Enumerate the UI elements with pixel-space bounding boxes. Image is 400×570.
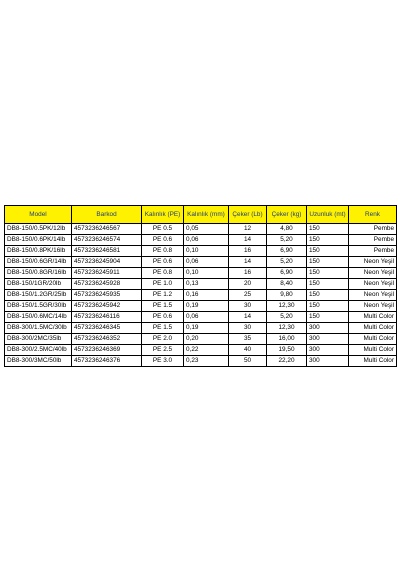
cell-kalinlik-mm: 0,16 bbox=[184, 290, 229, 301]
cell-kalinlik-mm: 0,05 bbox=[184, 224, 229, 235]
cell-kalinlik-mm: 0,19 bbox=[184, 301, 229, 312]
cell-kalinlik-mm: 0,20 bbox=[184, 334, 229, 345]
table-row bbox=[5, 246, 397, 257]
cell-kalinlik-pe: PE 3.0 bbox=[142, 356, 184, 367]
cell-barkod: 4573236246574 bbox=[72, 235, 142, 246]
cell-barkod: 4573236246369 bbox=[72, 345, 142, 356]
cell-kalinlik-pe: PE 0.6 bbox=[142, 312, 184, 323]
cell-barkod: 4573236246352 bbox=[72, 334, 142, 345]
cell-renk: Multi Color bbox=[349, 345, 397, 356]
cell-uzunluk: 150 bbox=[307, 301, 349, 312]
cell-renk: Multi Color bbox=[349, 323, 397, 334]
cell-ceker-kg: 8,40 bbox=[267, 279, 307, 290]
cell-barkod: 4573236245904 bbox=[72, 257, 142, 268]
cell-ceker-lb: 40 bbox=[229, 345, 267, 356]
product-spec-table bbox=[4, 205, 397, 367]
header-renk: Renk bbox=[349, 206, 397, 224]
cell-kalinlik-mm: 0,06 bbox=[184, 257, 229, 268]
cell-barkod: 4573236246376 bbox=[72, 356, 142, 367]
cell-barkod: 4573236246581 bbox=[72, 246, 142, 257]
cell-renk: Neon Yeşil bbox=[349, 257, 397, 268]
table-row bbox=[5, 279, 397, 290]
cell-ceker-kg: 12,30 bbox=[267, 323, 307, 334]
cell-model: DB8-150/0.8GR/16lb bbox=[5, 268, 72, 279]
cell-uzunluk: 150 bbox=[307, 268, 349, 279]
cell-kalinlik-pe: PE 0.8 bbox=[142, 246, 184, 257]
table-row bbox=[5, 312, 397, 323]
cell-uzunluk: 150 bbox=[307, 290, 349, 301]
cell-uzunluk: 300 bbox=[307, 323, 349, 334]
cell-kalinlik-mm: 0,06 bbox=[184, 312, 229, 323]
cell-kalinlik-pe: PE 0.5 bbox=[142, 224, 184, 235]
cell-kalinlik-pe: PE 1.2 bbox=[142, 290, 184, 301]
cell-ceker-kg: 5,20 bbox=[267, 257, 307, 268]
cell-barkod: 4573236245942 bbox=[72, 301, 142, 312]
cell-ceker-lb: 14 bbox=[229, 235, 267, 246]
cell-kalinlik-pe: PE 1.5 bbox=[142, 301, 184, 312]
table-body bbox=[5, 224, 397, 367]
cell-uzunluk: 300 bbox=[307, 334, 349, 345]
table-row bbox=[5, 334, 397, 345]
cell-uzunluk: 150 bbox=[307, 312, 349, 323]
table-row bbox=[5, 323, 397, 334]
cell-model: DB8-300/2.5MC/40lb bbox=[5, 345, 72, 356]
cell-barkod: 4573236246116 bbox=[72, 312, 142, 323]
cell-ceker-lb: 16 bbox=[229, 268, 267, 279]
table-row bbox=[5, 235, 397, 246]
cell-model: DB8-150/1.2GR/25lb bbox=[5, 290, 72, 301]
cell-kalinlik-pe: PE 2.5 bbox=[142, 345, 184, 356]
cell-ceker-kg: 5,20 bbox=[267, 312, 307, 323]
table-row bbox=[5, 301, 397, 312]
header-kalinlik-mm: Kalınlık (mm) bbox=[184, 206, 229, 224]
cell-barkod: 4573236245911 bbox=[72, 268, 142, 279]
cell-kalinlik-mm: 0,13 bbox=[184, 279, 229, 290]
cell-ceker-lb: 16 bbox=[229, 246, 267, 257]
cell-kalinlik-mm: 0,22 bbox=[184, 345, 229, 356]
cell-ceker-kg: 5,20 bbox=[267, 235, 307, 246]
cell-renk: Neon Yeşil bbox=[349, 301, 397, 312]
cell-kalinlik-pe: PE 0.6 bbox=[142, 235, 184, 246]
cell-ceker-lb: 30 bbox=[229, 301, 267, 312]
cell-kalinlik-pe: PE 2.0 bbox=[142, 334, 184, 345]
cell-ceker-lb: 30 bbox=[229, 323, 267, 334]
cell-kalinlik-mm: 0,10 bbox=[184, 246, 229, 257]
cell-barkod: 4573236245935 bbox=[72, 290, 142, 301]
cell-model: DB8-150/1.5GR/30lb bbox=[5, 301, 72, 312]
header-ceker-lb: Çeker (Lb) bbox=[229, 206, 267, 224]
table-row bbox=[5, 268, 397, 279]
cell-barkod: 4573236245928 bbox=[72, 279, 142, 290]
header-kalinlik-pe: Kalınlık (PE) bbox=[142, 206, 184, 224]
cell-model: DB8-300/1.5MC/30lb bbox=[5, 323, 72, 334]
cell-uzunluk: 300 bbox=[307, 345, 349, 356]
cell-ceker-kg: 16,00 bbox=[267, 334, 307, 345]
cell-model: DB8-150/0.5PK/12lb bbox=[5, 224, 72, 235]
cell-uzunluk: 150 bbox=[307, 246, 349, 257]
cell-uzunluk: 150 bbox=[307, 257, 349, 268]
cell-ceker-kg: 22,20 bbox=[267, 356, 307, 367]
header-model: Model bbox=[5, 206, 72, 224]
table-row bbox=[5, 345, 397, 356]
table-row bbox=[5, 257, 397, 268]
cell-model: DB8-150/0.6GR/14lb bbox=[5, 257, 72, 268]
cell-uzunluk: 150 bbox=[307, 224, 349, 235]
cell-renk: Neon Yeşil bbox=[349, 268, 397, 279]
cell-renk: Neon Yeşil bbox=[349, 279, 397, 290]
spec-sheet bbox=[4, 205, 396, 367]
cell-ceker-kg: 19,50 bbox=[267, 345, 307, 356]
cell-barkod: 4573236246345 bbox=[72, 323, 142, 334]
table-row bbox=[5, 290, 397, 301]
cell-renk: Multi Color bbox=[349, 334, 397, 345]
cell-model: DB8-300/2MC/35lb bbox=[5, 334, 72, 345]
cell-ceker-kg: 9,80 bbox=[267, 290, 307, 301]
cell-barkod: 4573236246567 bbox=[72, 224, 142, 235]
cell-uzunluk: 150 bbox=[307, 279, 349, 290]
cell-ceker-lb: 25 bbox=[229, 290, 267, 301]
header-barkod: Barkod bbox=[72, 206, 142, 224]
cell-uzunluk: 300 bbox=[307, 356, 349, 367]
cell-kalinlik-mm: 0,19 bbox=[184, 323, 229, 334]
table-row bbox=[5, 224, 397, 235]
cell-uzunluk: 150 bbox=[307, 235, 349, 246]
cell-renk: Multi Color bbox=[349, 356, 397, 367]
cell-model: DB8-300/3MC/50lb bbox=[5, 356, 72, 367]
cell-renk: Pembe bbox=[349, 246, 397, 257]
cell-ceker-kg: 6,90 bbox=[267, 268, 307, 279]
cell-ceker-kg: 12,30 bbox=[267, 301, 307, 312]
cell-ceker-lb: 14 bbox=[229, 257, 267, 268]
cell-ceker-lb: 12 bbox=[229, 224, 267, 235]
cell-kalinlik-pe: PE 1.0 bbox=[142, 279, 184, 290]
cell-kalinlik-pe: PE 0.8 bbox=[142, 268, 184, 279]
cell-ceker-lb: 14 bbox=[229, 312, 267, 323]
cell-model: DB8-150/0.6MC/14lb bbox=[5, 312, 72, 323]
cell-renk: Neon Yeşil bbox=[349, 290, 397, 301]
cell-renk: Pembe bbox=[349, 235, 397, 246]
cell-ceker-lb: 20 bbox=[229, 279, 267, 290]
cell-ceker-kg: 6,90 bbox=[267, 246, 307, 257]
header-uzunluk: Uzunluk (mt) bbox=[307, 206, 349, 224]
cell-model: DB8-150/0.6PK/14lb bbox=[5, 235, 72, 246]
cell-model: DB8-150/0.8PK/16lb bbox=[5, 246, 72, 257]
cell-ceker-lb: 35 bbox=[229, 334, 267, 345]
cell-kalinlik-mm: 0,10 bbox=[184, 268, 229, 279]
cell-renk: Pembe bbox=[349, 224, 397, 235]
cell-ceker-lb: 50 bbox=[229, 356, 267, 367]
cell-kalinlik-mm: 0,06 bbox=[184, 235, 229, 246]
header-row bbox=[5, 206, 397, 224]
header-ceker-kg: Çeker (kg) bbox=[267, 206, 307, 224]
cell-kalinlik-pe: PE 0.6 bbox=[142, 257, 184, 268]
cell-kalinlik-pe: PE 1.5 bbox=[142, 323, 184, 334]
cell-model: DB8-150/1GR/20lb bbox=[5, 279, 72, 290]
cell-kalinlik-mm: 0,23 bbox=[184, 356, 229, 367]
table-row bbox=[5, 356, 397, 367]
cell-renk: Multi Color bbox=[349, 312, 397, 323]
cell-ceker-kg: 4,80 bbox=[267, 224, 307, 235]
